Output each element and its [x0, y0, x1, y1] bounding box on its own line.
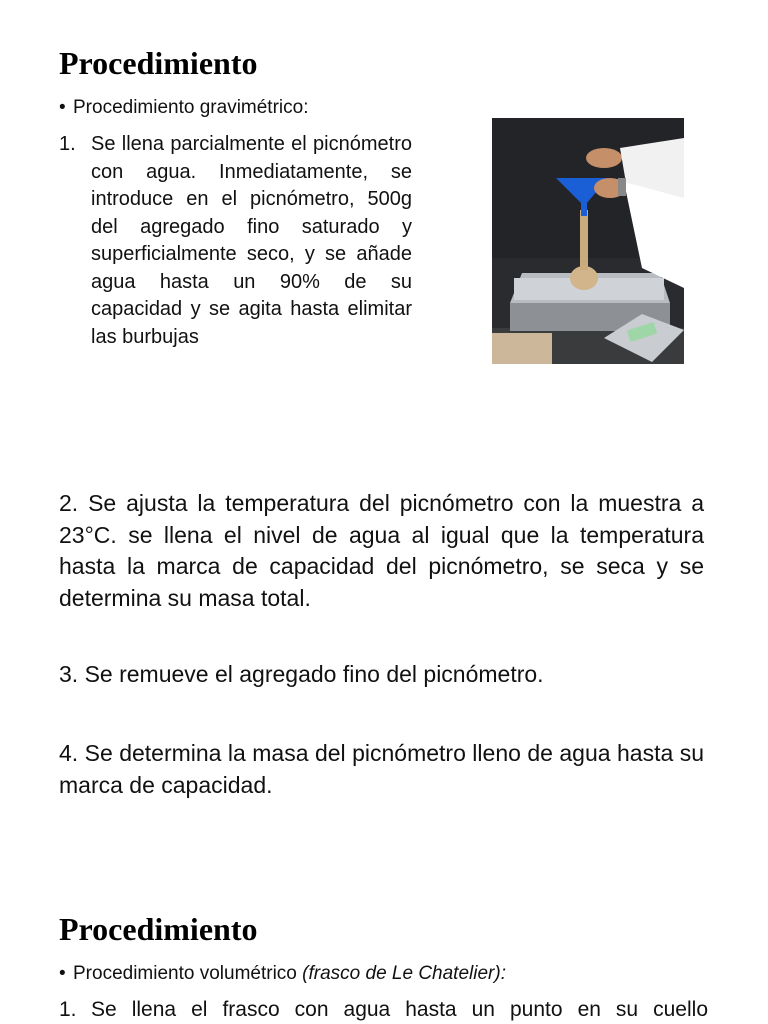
bullet-volumetric-label: Procedimiento volumétrico	[73, 963, 303, 984]
bullet-gravimetric	[59, 96, 308, 120]
volumetric-step-1-item	[59, 996, 708, 1024]
step-1-number: 1.	[59, 133, 76, 155]
step-2-text: 2. Se ajusta la temperatura del picnómetro con la muestra a 23°C. se llena el nivel de agua al igual que la temperatura hasta la marca de capacidad del picnómetro, se seca y se determina su masa total.	[59, 490, 704, 611]
bullet-gravimetric-label: Procedimiento gravimétrico:	[73, 97, 309, 118]
bullet-volumetric-italic: (frasco de Le Chatelier):	[302, 963, 506, 984]
bullet-volumetric	[59, 962, 506, 986]
step-1-text: Se llena parcialmente el picnómetro con agua. Inmediatamente, se introduce en el picnómetro, 500g del agregado fino saturado y superficialmente seco, y se añade agua hasta un 90% de su capacidad y se agita hasta elimitar las burbujas	[91, 133, 412, 348]
lab-photo	[492, 118, 684, 364]
section-title: Procedimiento	[59, 45, 258, 81]
step-1-item	[59, 131, 412, 351]
bullet-dot: •	[59, 97, 66, 118]
step-3-text: 3. Se remueve el agregado fino del picnómetro.	[59, 661, 544, 687]
volumetric-step-1-number: 1.	[59, 998, 77, 1021]
volumetric-step-1-text: Se llena el frasco con agua hasta un punto en su cuello	[91, 998, 708, 1021]
step-4-text: 4. Se determina la masa del picnómetro lleno de agua hasta su marca de capacidad.	[59, 740, 704, 798]
bullet-dot-2: •	[59, 963, 66, 984]
section-title-2: Procedimiento	[59, 911, 258, 947]
